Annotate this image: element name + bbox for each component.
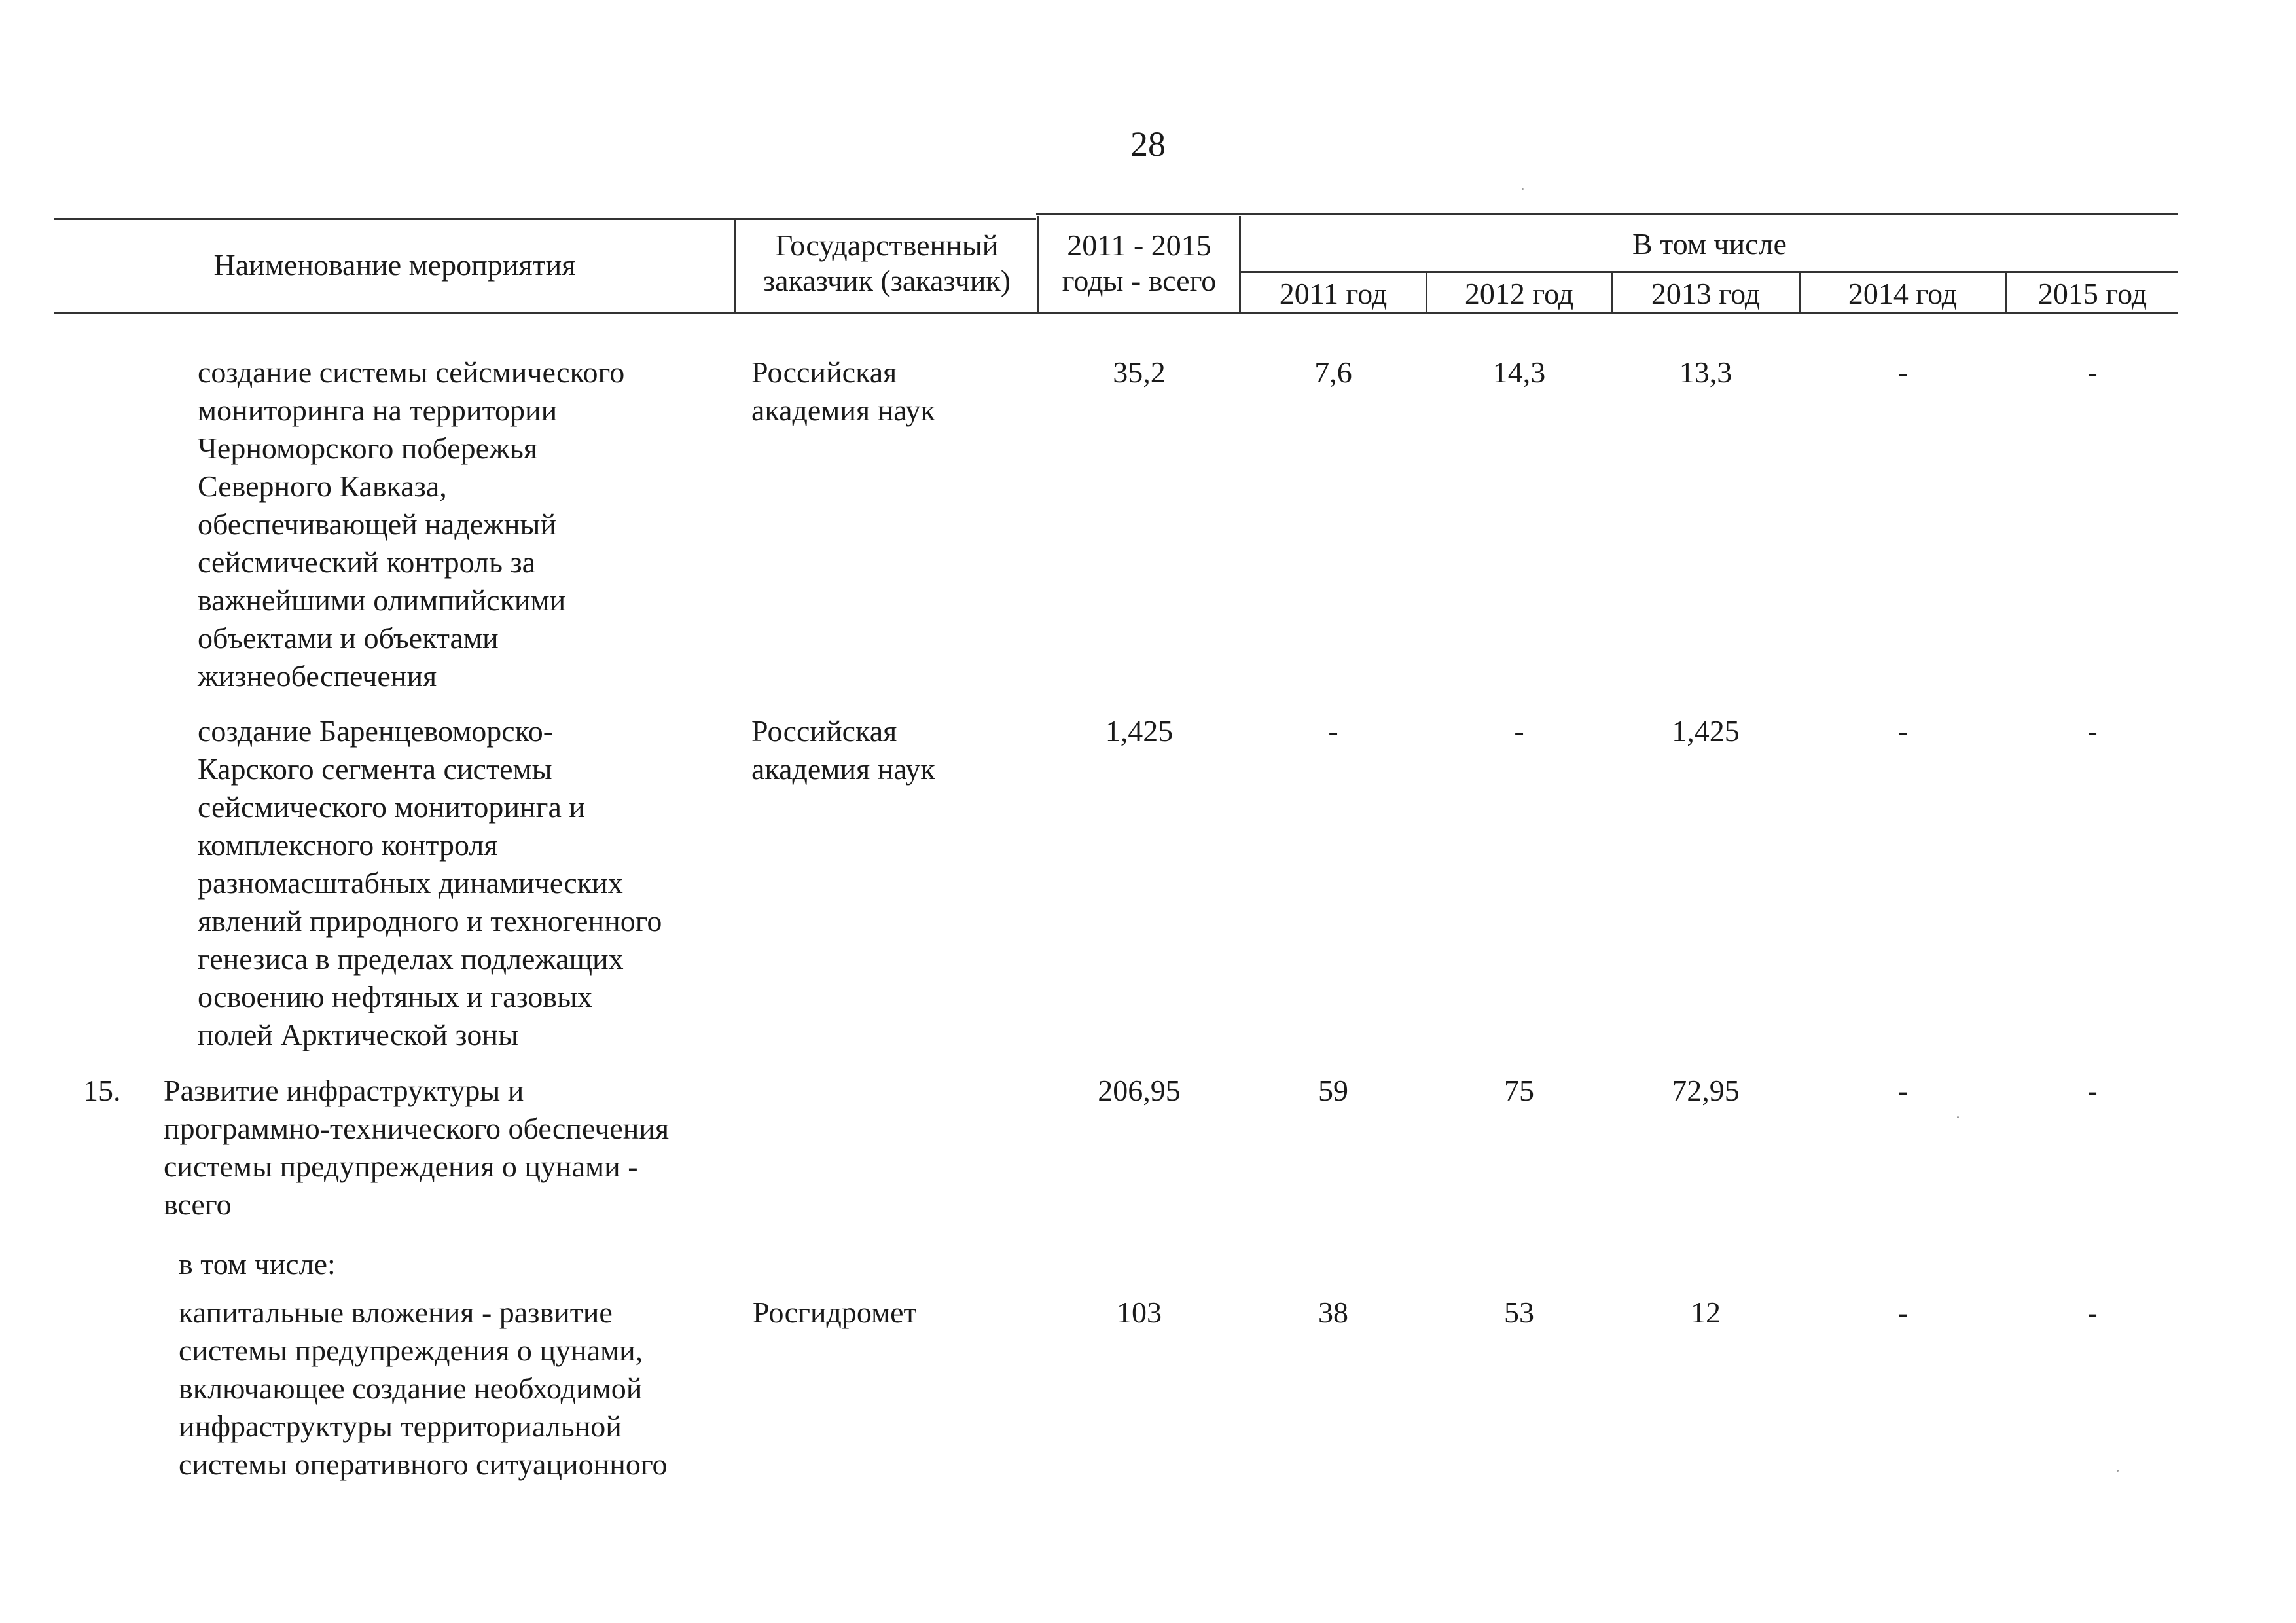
row-2-2011: - <box>1328 714 1338 748</box>
row-2-2013: 1,425 <box>1672 714 1740 748</box>
row-5-2014: - <box>1897 1296 1908 1329</box>
header-year-2015: 2015 год <box>2037 277 2147 310</box>
header-name: Наименование мероприятия <box>213 248 576 282</box>
row-1-2012: 14,3 <box>1492 356 1546 389</box>
scan-speck <box>2117 1470 2119 1472</box>
scan-speck <box>1522 188 1524 190</box>
header-top-rule-left <box>54 218 1036 220</box>
header-total: 2011 - 2015 годы - всего <box>1062 228 1217 297</box>
row-1-2013: 13,3 <box>1679 356 1732 389</box>
row-5-name: капитальные вложения - развитие системы предупреждения о цунами, включающее создание необходимой инфраструктуры территориальной системы оперативного ситуационного <box>179 1296 668 1481</box>
row-5-2012: 53 <box>1504 1296 1534 1329</box>
row-5-2013: 12 <box>1691 1296 1721 1329</box>
row-2-2015: - <box>2087 714 2098 748</box>
row-1-customer: Российская академия наук <box>751 356 935 427</box>
row-3-2015: - <box>2087 1074 2098 1107</box>
header-customer: Государственный заказчик (заказчик) <box>762 228 1011 297</box>
row-5-total: 103 <box>1117 1296 1162 1329</box>
row-3-total: 206,95 <box>1098 1074 1181 1107</box>
page-number: 28 <box>1130 124 1166 164</box>
row-4-name: в том числе: <box>179 1247 336 1281</box>
row-2-2012: - <box>1514 714 1524 748</box>
row-2-name: создание Баренцевоморско- Карского сегмента системы сейсмического мониторинга и комплексного контроля разномасштабных динамических явлений природного и техногенного генезиса в пределах подлежащих освоению нефтяных и газовых полей Арктической зоны <box>198 714 662 1051</box>
header-year-2011: 2011 год <box>1279 277 1388 310</box>
header-year-2014: 2014 год <box>1848 277 1958 310</box>
row-3-name: Развитие инфраструктуры и программно-технического обеспечения системы предупреждения о цунами - всего <box>164 1074 670 1221</box>
row-1-2015: - <box>2087 356 2098 389</box>
row-3-2014: - <box>1897 1074 1908 1107</box>
row-2-total: 1,425 <box>1105 714 1174 748</box>
row-5-2011: 38 <box>1318 1296 1348 1329</box>
row-2-customer: Российская академия наук <box>751 714 935 786</box>
row-3-2011: 59 <box>1318 1074 1348 1107</box>
row-1-2011: 7,6 <box>1314 356 1352 389</box>
header-including: В том числе <box>1632 227 1787 261</box>
row-5-customer: Росгидромет <box>753 1296 917 1329</box>
row-3-2012: 75 <box>1504 1074 1534 1107</box>
row-1-total: 35,2 <box>1113 356 1166 389</box>
header-year-2012: 2012 год <box>1464 277 1574 310</box>
header-bottom-rule <box>54 312 2178 314</box>
header-subrule <box>1241 271 2178 273</box>
scan-speck <box>1957 1116 1959 1118</box>
row-3-2013: 72,95 <box>1672 1074 1740 1107</box>
row-1-name: создание системы сейсмического мониторинга на территории Черноморского побережья Северного Кавказа, обеспечивающей надежный сейсмический контроль за важнейшими олимпийскими объектами и объектами жизнеобеспечения <box>198 356 625 693</box>
row-2-2014: - <box>1897 714 1908 748</box>
row-3-number: 15. <box>83 1074 121 1107</box>
row-1-2014: - <box>1897 356 1908 389</box>
row-5-2015: - <box>2087 1296 2098 1329</box>
header-top-rule-right <box>1036 213 2178 215</box>
header-year-2013: 2013 год <box>1651 277 1761 310</box>
